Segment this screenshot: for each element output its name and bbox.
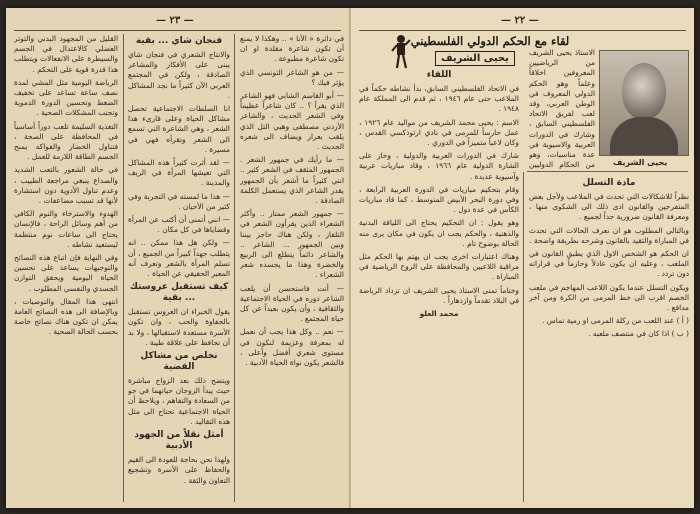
paragraph: وبالتالي المطلوب هو ان نعرف الحالات التي تحدث في المباراة والتقيد بالقانون وشرحه بطريقة واضحة . (529, 225, 689, 245)
paragraph: في حالة الشعور بالتعب الشديد والصداع ينبغي مراجعة الطبيب ، وعدم تناول الأدوية دون استشارة لأنها قد تسبب مضاعفات . (14, 165, 118, 206)
left-page (6, 8, 350, 508)
page-number: — ٢٣ — (156, 15, 194, 26)
author-signature: محمد العلو (419, 309, 459, 319)
paragraph: ( أ ) عند اللعب من ركلة المرمى او رمية تماس . (542, 316, 689, 326)
intro-text (529, 48, 595, 170)
referee-figure-icon (391, 34, 411, 70)
section-heading: أمثل نقلاً من الجهود الأدبية (134, 430, 224, 452)
paragraph: الاسم : يحيى محمد الشريف من مواليد عام ١٩٢٦ ، عمل حارساً للمرمى في نادي ارثوذكسي القدس ، وكان لاعباً متميزاً في الدوري . (359, 117, 519, 148)
paragraph: — هذا ما لمسته في التجربة وفي كثير من الأحيان . (128, 191, 230, 211)
paragraph: — لقد أثرت كثيراً هذه المشاكل التي تعيشها المرأة في الريف والمدينة . (128, 158, 230, 188)
paragraph: ولهذا نحن بحاجة للعودة الى القيم والحفاظ على الأسرة وتشجيع التعاون والثقة . (128, 455, 230, 485)
paragraph: — من هو الشاعر التونسي الذي يؤثر فيك ؟ (240, 67, 344, 87)
header-rule (14, 30, 341, 31)
paragraph: ( ب ) اذا كان في منتصف ملعبه . (588, 329, 689, 339)
paragraph: وهناك اعتبارات اخرى يجب ان يهتم بها الحكم مثل مراقبة اللاعبين والمحافظة على الروح الرياضية في المباراة . (359, 252, 519, 282)
paragraph: في دائرة « الأنا » .. وهكذا لا يمنع أن تكون شاعرة مقلدة او ان تكون شاعرة مطبوعة . (240, 34, 344, 64)
section-heading: اللقاء (426, 70, 452, 80)
paragraph: شارك في الدورات العربية والدولية ، وحاز على الشارة الدولية عام ١٩٦٦ ، وقاد مباريات عربية وآسيوية عديدة . (359, 151, 519, 181)
paragraph: — ولكن هل هذا ممكن .. انه يتطلب جهداً كبيراً من الجميع ، أن تسلم المرأة بالشعر وتعرف أنه المعبر الحقيقي عن الحياة . (128, 238, 230, 279)
portrait-body (610, 117, 678, 156)
paragraph: يقول الخبراء ان العروس تستقبل بالحفاوة والحب ، وان تكون الأسرة مستعدة لاستقبالها ، ولا بد أن نحافظ على علاقة طيبة . (128, 307, 230, 347)
section-heading: مادة التسلل (582, 178, 636, 188)
paragraph: ان الحكم هو الشخص الاول الذي يطبق القانون في الملعب ، وعليه ان يكون عادلاً وحازماً في قراراته دون تردد . (529, 249, 689, 279)
paragraph: التغذية السليمة تلعب دوراً أساسياً في المحافظة على الصحة ، فتناول الخضار والفواكه يمنح الجسم الطاقة اللازمة للعمل . (14, 121, 118, 162)
header-rule (359, 30, 686, 31)
paragraph: في الاتحاد الفلسطيني السابق، بدأ نشاطه حكماً في الملاعب حتى عام ١٩٤٦ ، ثم قدم الى المملكة عام ١٩٤٨ . (359, 84, 519, 114)
section-heading: فنجان شاي ... بقية (135, 36, 223, 46)
portrait-head (622, 63, 666, 119)
article-column-middle (128, 34, 230, 502)
paragraph: والانتاج الشعري في فنجان شاي يبنى على الأفكار والمشاعر الصادقة ، ولكن في المجتمع العربي الآن كثيراً ما نجد المشاكل . (128, 50, 230, 100)
subheadline: يحيى الشريف (435, 51, 515, 66)
paragraph: انا السلطات الاجتماعية تحصل مشاكل الحياة وعلى قارىء هذا الشعر ، وهي الشاعرة التي تسمع الى الشعر وتقرأه فهي في مسيرة . (128, 104, 230, 154)
column-divider (523, 172, 524, 502)
paragraph: وفي النهاية فإن اتباع هذه النصائح والتوجيهات يساعد على تحسين الحياة اليومية ويحقق التوازن الجسدي والنفسي المطلوب . (14, 253, 118, 293)
paragraph: وختاماً تمنى الاستاذ يحيى الشريف ان تزداد الرياضة في البلاد تقدماً وازدهاراً . (359, 285, 519, 305)
page-number: — ٢٢ — (501, 15, 539, 26)
paragraph: — انني أتمنى أن أكتب عن المرأة وقضاياها في كل مكان . (128, 215, 230, 235)
article-column-right (529, 176, 689, 502)
article-column-right (240, 34, 344, 502)
intro-paragraph: الاستاذ يحيى الشريف من الرياضيين المعروفين اخلاقاً وعلماً وهو الحكم الدولي المعروف في الوطن العربي، وقد لعب لفريق الاتحاد الفلسطيني السابق ، وشارك في الدورات العربية والاسيوية في عدة مناسبات، وهو من الحكام الدوليين (529, 48, 595, 170)
right-page (350, 8, 694, 508)
paragraph: — نعم .. وكل هذا يجب أن نعمل له بمعرفة وعزيمة لنكون في مستوى شعري أفضل وأعلى ، فالشعر يكون نواة الحياة الأدبية . (240, 327, 344, 368)
paragraph: الهدوء والاسترخاء والنوم الكافي من أهم وسائل الراحة ، فالإنسان يحتاج الى ساعات نوم منتظمة ليستعيد نشاطه . (14, 209, 118, 249)
portrait-photo (599, 50, 689, 156)
headline: لقاء مع الحكم الدولي الفلسطيني (410, 34, 570, 48)
article-column-left (359, 68, 519, 502)
paragraph: — ما رأيك في جمهور الشعر . الجمهور المثقف في الشعر كثير .. انني كثيراً ما أشعر بأن الجمهور يقدر الشاعر الذي يستعمل الكلمة الصادقة . (240, 155, 344, 206)
paragraph: — أبو القاسم الشابي فهو الشاعر الذي يقرأ ؟ .. كان شاعراً عظيماً وفي الشعر الحديث ، والشاعر الأردني مصطفى وهبي التل الذي يلقب بعرار ويضاف الى شعره الحديث . (240, 91, 344, 152)
paragraph: ويتضح ذلك بعد الزواج مباشرة حيث يبدأ الزوجان حياتهما في جو من السعادة والتفاهم ، ويلاحظ أن الحياة الاجتماعية تحتاج الى مثل هذه التقاليد . (128, 376, 230, 426)
paragraph: — جمهور الشعر ممتاز .. وأكثر الشعراء الذين يقرأون الشعر في التلفاز ، ولكن هناك حاجز بيننا وبين الجمهور ... الشاعر .. والشاعر دائماً يتطلع الى الربيع والخضرة وهذا ما يجسده شعر الشعراء . (240, 209, 344, 280)
paragraph: — أنت فاستحسن أن يلعب الشاعر دوره في الحياة الاجتماعية والثقافية ، وأن يكون بعيداً عن كل حياة المجتمع . (240, 283, 344, 324)
paragraph: الرياضة اليومية مثل المشي لمدة نصف ساعة تساعد على تخفيف الضغط وتحسين الدورة الدموية وتجنب المشكلات الصحية . (14, 77, 118, 118)
paragraph: وهو يقول : ان التحكيم يحتاج الى اللياقة البدنية والذهنية ، والحكم يجب ان يكون في مكان يرى منه الحالة بوضوح تام . (359, 218, 519, 248)
article-column-left (14, 34, 118, 502)
column-divider (123, 34, 124, 502)
photo-caption: يحيى الشريف (613, 158, 668, 167)
magazine-spread (6, 8, 694, 508)
section-heading: كيف تستقبل عروستك ... بقية (129, 282, 229, 304)
paragraph: نظراً للاشكالات التي تحدث في الملاعب ولأجل بعض المتفرجين والقانون ادى ذلك الى الشكوى منها ، ومعرفة القانون ضرورية جداً لجميع . (529, 192, 689, 222)
column-divider (234, 34, 235, 502)
paragraph: انتهى هذا المقال والتوصيات ، وبالإضافة الى هذه النصائح العامة يمكن ان تكون هناك نصائح خاصة بحسب الحالة الصحية . (14, 296, 118, 337)
paragraph: وقام بتحكيم مباريات في الدورة العربية الرابعة ، وفي دورة البحر الأبيض المتوسط ، كما قاد مباريات الكأس في عدة دول . (359, 184, 519, 215)
section-rule (527, 171, 688, 172)
paragraph: ويكون التسلل عندما يكون اللاعب المهاجم في ملعب الخصم اقرب الى خط المرمى من الكرة ومن آخر مدافع . (529, 282, 689, 313)
paragraph: القليل من المجهود البدني والتوتر العضلي كالاعتدال في الجسم والسيطرة على الانفعالات ويتطلب هذا قدرة قوية على التحكم . (14, 34, 118, 74)
section-heading: نخلص من مشاكل القضية (140, 351, 218, 373)
